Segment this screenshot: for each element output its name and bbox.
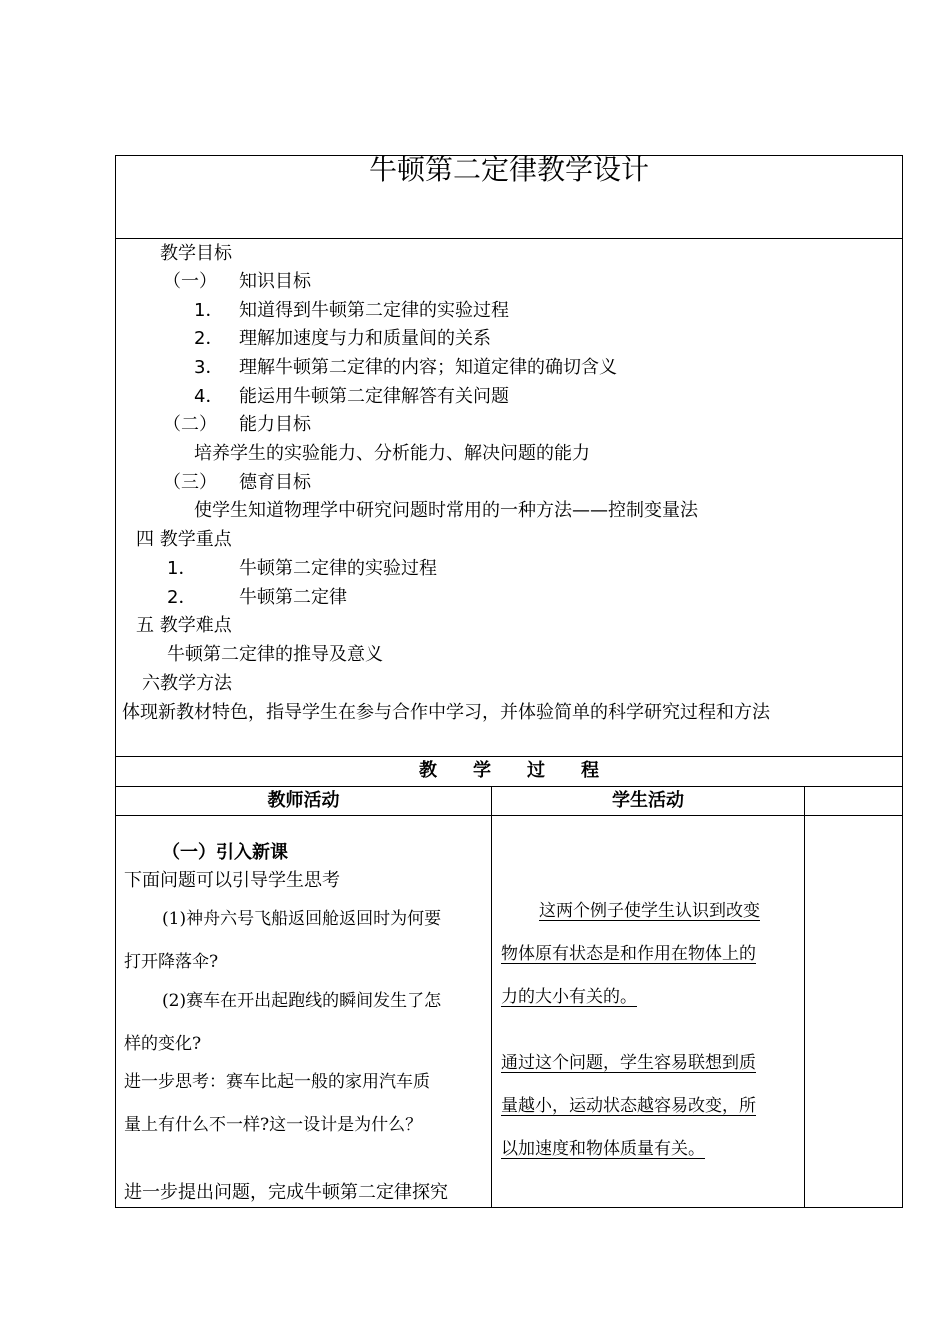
student-column-header: 学生活动 — [612, 790, 684, 811]
question-1-line: (1)神舟六号飞船返回舱返回时为何要 — [162, 909, 442, 929]
knowledge-marker: （一） — [163, 271, 217, 292]
teacher-student-divider — [491, 786, 492, 1208]
moral-label: 德育目标 — [239, 472, 311, 493]
think-further-line: 进一步思考：赛车比起一般的家用汽车质 — [124, 1072, 430, 1092]
knowledge-item-num: 4． — [194, 386, 224, 407]
moral-text: 使学生知道物理学中研究问题时常用的一种方法——控制变量法 — [194, 500, 698, 521]
methods-heading: 六教学方法 — [142, 673, 232, 694]
moral-marker: （三） — [163, 472, 217, 493]
teacher-next-step: 进一步提出问题，完成牛顿第二定律探究 — [124, 1182, 448, 1203]
teacher-column-header: 教师活动 — [267, 790, 340, 811]
knowledge-item-num: 3． — [194, 357, 224, 378]
key-point-num: 1． — [167, 558, 197, 579]
process-heading: 教 学 过 程 — [419, 760, 599, 781]
knowledge-item-num: 1． — [194, 300, 224, 321]
ability-marker: （二） — [163, 414, 217, 435]
question-2-line: 样的变化? — [124, 1034, 202, 1054]
student-note-line: 物体原有状态是和作用在物体上的 — [501, 944, 756, 964]
process-row-divider — [115, 756, 903, 757]
key-points-heading: 四 教学重点 — [136, 529, 232, 550]
student-note-line: 以加速度和物体质量有关。 — [501, 1139, 705, 1159]
question-1-line: 打开降落伞? — [124, 952, 219, 972]
question-2-line: (2)赛车在开出起跑线的瞬间发生了怎 — [162, 991, 442, 1011]
ability-text: 培养学生的实验能力、分析能力、解决问题的能力 — [194, 443, 590, 464]
student-note-line: 这两个例子使学生认识到改变 — [539, 901, 760, 921]
document-table — [115, 155, 903, 1208]
knowledge-item-text: 理解牛顿第二定律的内容；知道定律的确切含义 — [239, 357, 617, 378]
key-point-text: 牛顿第二定律 — [239, 587, 347, 608]
knowledge-item-num: 2． — [194, 328, 224, 349]
column-header-divider — [115, 815, 903, 816]
key-point-text: 牛顿第二定律的实验过程 — [239, 558, 437, 579]
knowledge-item-text: 能运用牛顿第二定律解答有关问题 — [239, 386, 509, 407]
ability-label: 能力目标 — [239, 414, 311, 435]
methods-text: 体现新教材特色，指导学生在参与合作中学习，并体验简单的科学研究过程和方法 — [122, 702, 770, 723]
objectives-heading: 教学目标 — [160, 243, 232, 264]
key-point-num: 2． — [167, 587, 197, 608]
student-extra-divider — [804, 786, 805, 1208]
title-row-divider — [115, 238, 903, 239]
student-note-line: 力的大小有关的。 — [501, 987, 637, 1007]
think-further-line: 量上有什么不一样?这一设计是为什么？ — [124, 1115, 423, 1135]
knowledge-label: 知识目标 — [239, 271, 311, 292]
header-row-divider — [115, 786, 903, 787]
difficulties-heading: 五 教学难点 — [136, 615, 232, 636]
knowledge-item-text: 知道得到牛顿第二定律的实验过程 — [239, 300, 509, 321]
student-note-line: 量越小，运动状态越容易改变，所 — [501, 1096, 756, 1116]
difficulties-text: 牛顿第二定律的推导及意义 — [167, 644, 383, 665]
teacher-intro: 下面问题可以引导学生思考 — [124, 870, 340, 891]
student-note-line: 通过这个问题，学生容易联想到质 — [501, 1053, 756, 1073]
page-title: 牛顿第二定律教学设计 — [368, 153, 649, 186]
knowledge-item-text: 理解加速度与力和质量间的关系 — [239, 328, 491, 349]
intro-section-heading: （一）引入新课 — [162, 842, 288, 863]
